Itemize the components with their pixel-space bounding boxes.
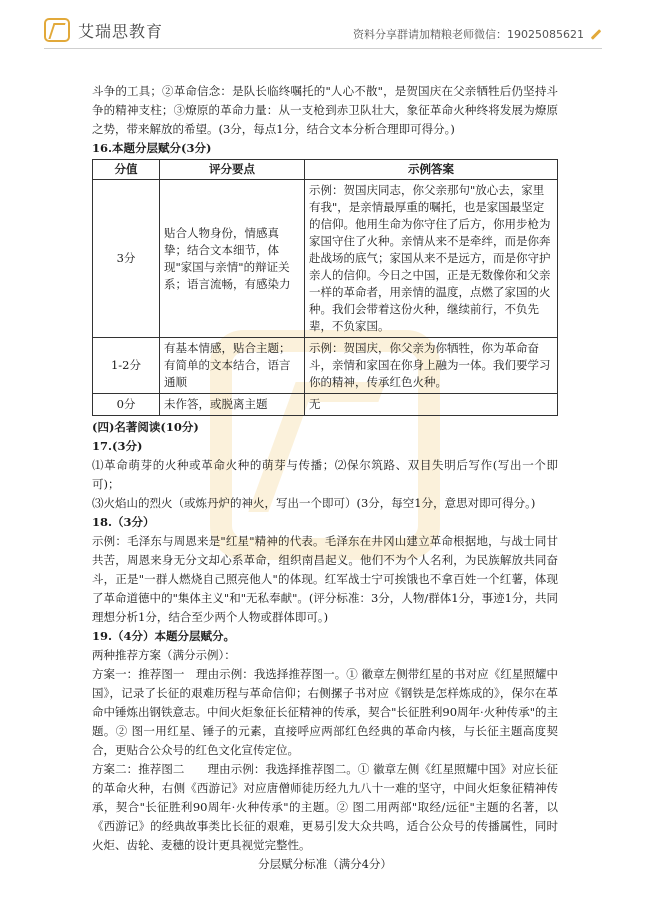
table-row <box>93 338 558 394</box>
row-example: 示例：贺国庆同志，你父亲那句"放心去，家里有我"，是亲情最厚重的嘱托，也是家国最坚定的信仰。他用生命为你守住了后方，你用步枪为家国守住了火种。亲情从来不是牵绊，而是你奔赴战场的底气；家国从来不是远方，而是你守护亲人的信仰。今日之中国，正是无数像你和父亲一样的革命者，用亲情的温度，点燃了家国的火种。我们会带着这份火种，继续前行，不负先辈，不负家国。 <box>305 180 558 338</box>
q18-title: 18.（3分） <box>92 515 155 529</box>
q17-line2: ⑶火焰山的烈火（或炼丹炉的神火，写出一个即可）(3分，每空1分，意思对即可得分。) <box>92 496 536 510</box>
table-header-score: 分值 <box>93 160 160 180</box>
scoring-standard-title: 分层赋分标准（满分4分） <box>258 857 392 871</box>
answer-content <box>92 82 558 874</box>
row-criteria: 贴合人物身份，情感真挚；结合文本细节，体现"家国与亲情"的辩证关系；语言流畅，有感染力 <box>160 180 305 338</box>
table-row <box>93 394 558 416</box>
row-criteria: 未作答，或脱离主题 <box>160 394 305 416</box>
row-score: 0分 <box>93 394 160 416</box>
q16-title: 16.本题分层赋分(3分) <box>92 141 212 155</box>
table-header-criteria: 评分要点 <box>160 160 305 180</box>
q17-line1: ⑴革命萌芽的火种或革命火种的萌芽与传播；⑵保尔筑路、双目失明后写作(写出一个即可)； <box>92 458 558 491</box>
pencil-icon <box>591 29 602 40</box>
row-score: 1-2分 <box>93 338 160 394</box>
contact-text: 资料分享群请加精粮老师微信：19025085621 <box>353 28 584 41</box>
row-criteria: 有基本情感，贴合主题；有简单的文本结合，语言通顺 <box>160 338 305 394</box>
table-header-row <box>93 160 558 180</box>
table-row <box>93 180 558 338</box>
q17-title: 17.(3分) <box>92 439 143 453</box>
row-score: 3分 <box>93 180 160 338</box>
intro-paragraph: 斗争的工具；②革命信念：是队长临终嘱托的"人心不散"，是贺国庆在父亲牺牲后仍坚持斗争的精神支柱；③燎原的革命力量：从一支枪到赤卫队壮大，象征革命火种终将发展为燎原之势，带来解放的希望。(3分，每点1分，结合文本分析合理即可得分。) <box>92 84 558 136</box>
section4-title: (四)名著阅读(10分) <box>92 420 199 434</box>
page-header <box>0 0 646 58</box>
q19-subtitle: 两种推荐方案（满分示例）： <box>92 648 236 662</box>
scoring-table <box>92 159 558 416</box>
q19-title: 19.（4分）本题分层赋分。 <box>92 629 236 643</box>
brand-logo <box>44 18 163 42</box>
brand-name: 艾瑞思教育 <box>78 21 164 41</box>
table-header-example: 示例答案 <box>305 160 558 180</box>
header-divider <box>44 48 602 49</box>
contact-info <box>353 26 602 42</box>
logo-icon <box>44 18 70 42</box>
plan-two: 方案二：推荐图二 理由示例：我选择推荐图二。① 徽章左侧《红星照耀中国》对应长征的革命火种，右侧《西游记》对应唐僧师徒历经九九八十一难的坚守，中间火炬象征精神传承，契合"长征胜利90周年·火种传承"的主题。② 图二用两部"取经/远征"主题的名著，以《西游记》的经典故事类比长征的艰难，更易引发大众共鸣，适合公众号的传播属性，同时火炬、齿轮、麦穗的设计更具视觉完整性。 <box>92 762 558 852</box>
row-example: 示例：贺国庆，你父亲为你牺牲，你为革命奋斗，亲情和家国在你身上融为一体。我们要学习你的精神，传承红色火种。 <box>305 338 558 394</box>
q18-body: 示例：毛泽东与周恩来是"红星"精神的代表。毛泽东在井冈山建立革命根据地，与战士同甘共苦，周恩来身无分文却心系革命，组织南昌起义。他们不为个人名利，为民族解放共同奋斗，正是"一群人燃烧自己照亮他人"的体现。红军战士宁可挨饿也不拿百姓一个红薯，体现了革命道德中的"集体主义"和"无私奉献"。(评分标准：3分，人物/群体1分，事迹1分，共同理想分析1分，结合至少两个人物或群体即可。) <box>92 534 558 624</box>
row-example: 无 <box>305 394 558 416</box>
plan-one: 方案一：推荐图一 理由示例：我选择推荐图一。① 徽章左侧带红星的书对应《红星照耀中国》，记录了长征的艰难历程与革命信仰；右侧摞子书对应《钢铁是怎样炼成的》，保尔在革命中锤炼出钢铁意志。中间火炬象征长征精神的传承，契合"长征胜利90周年·火种传承"的主题。② 图一用红星、锤子的元素，直接呼应两部红色经典的革命内核，与长征主题高度契合，更贴合公众号的红色文化宣传定位。 <box>92 667 558 757</box>
